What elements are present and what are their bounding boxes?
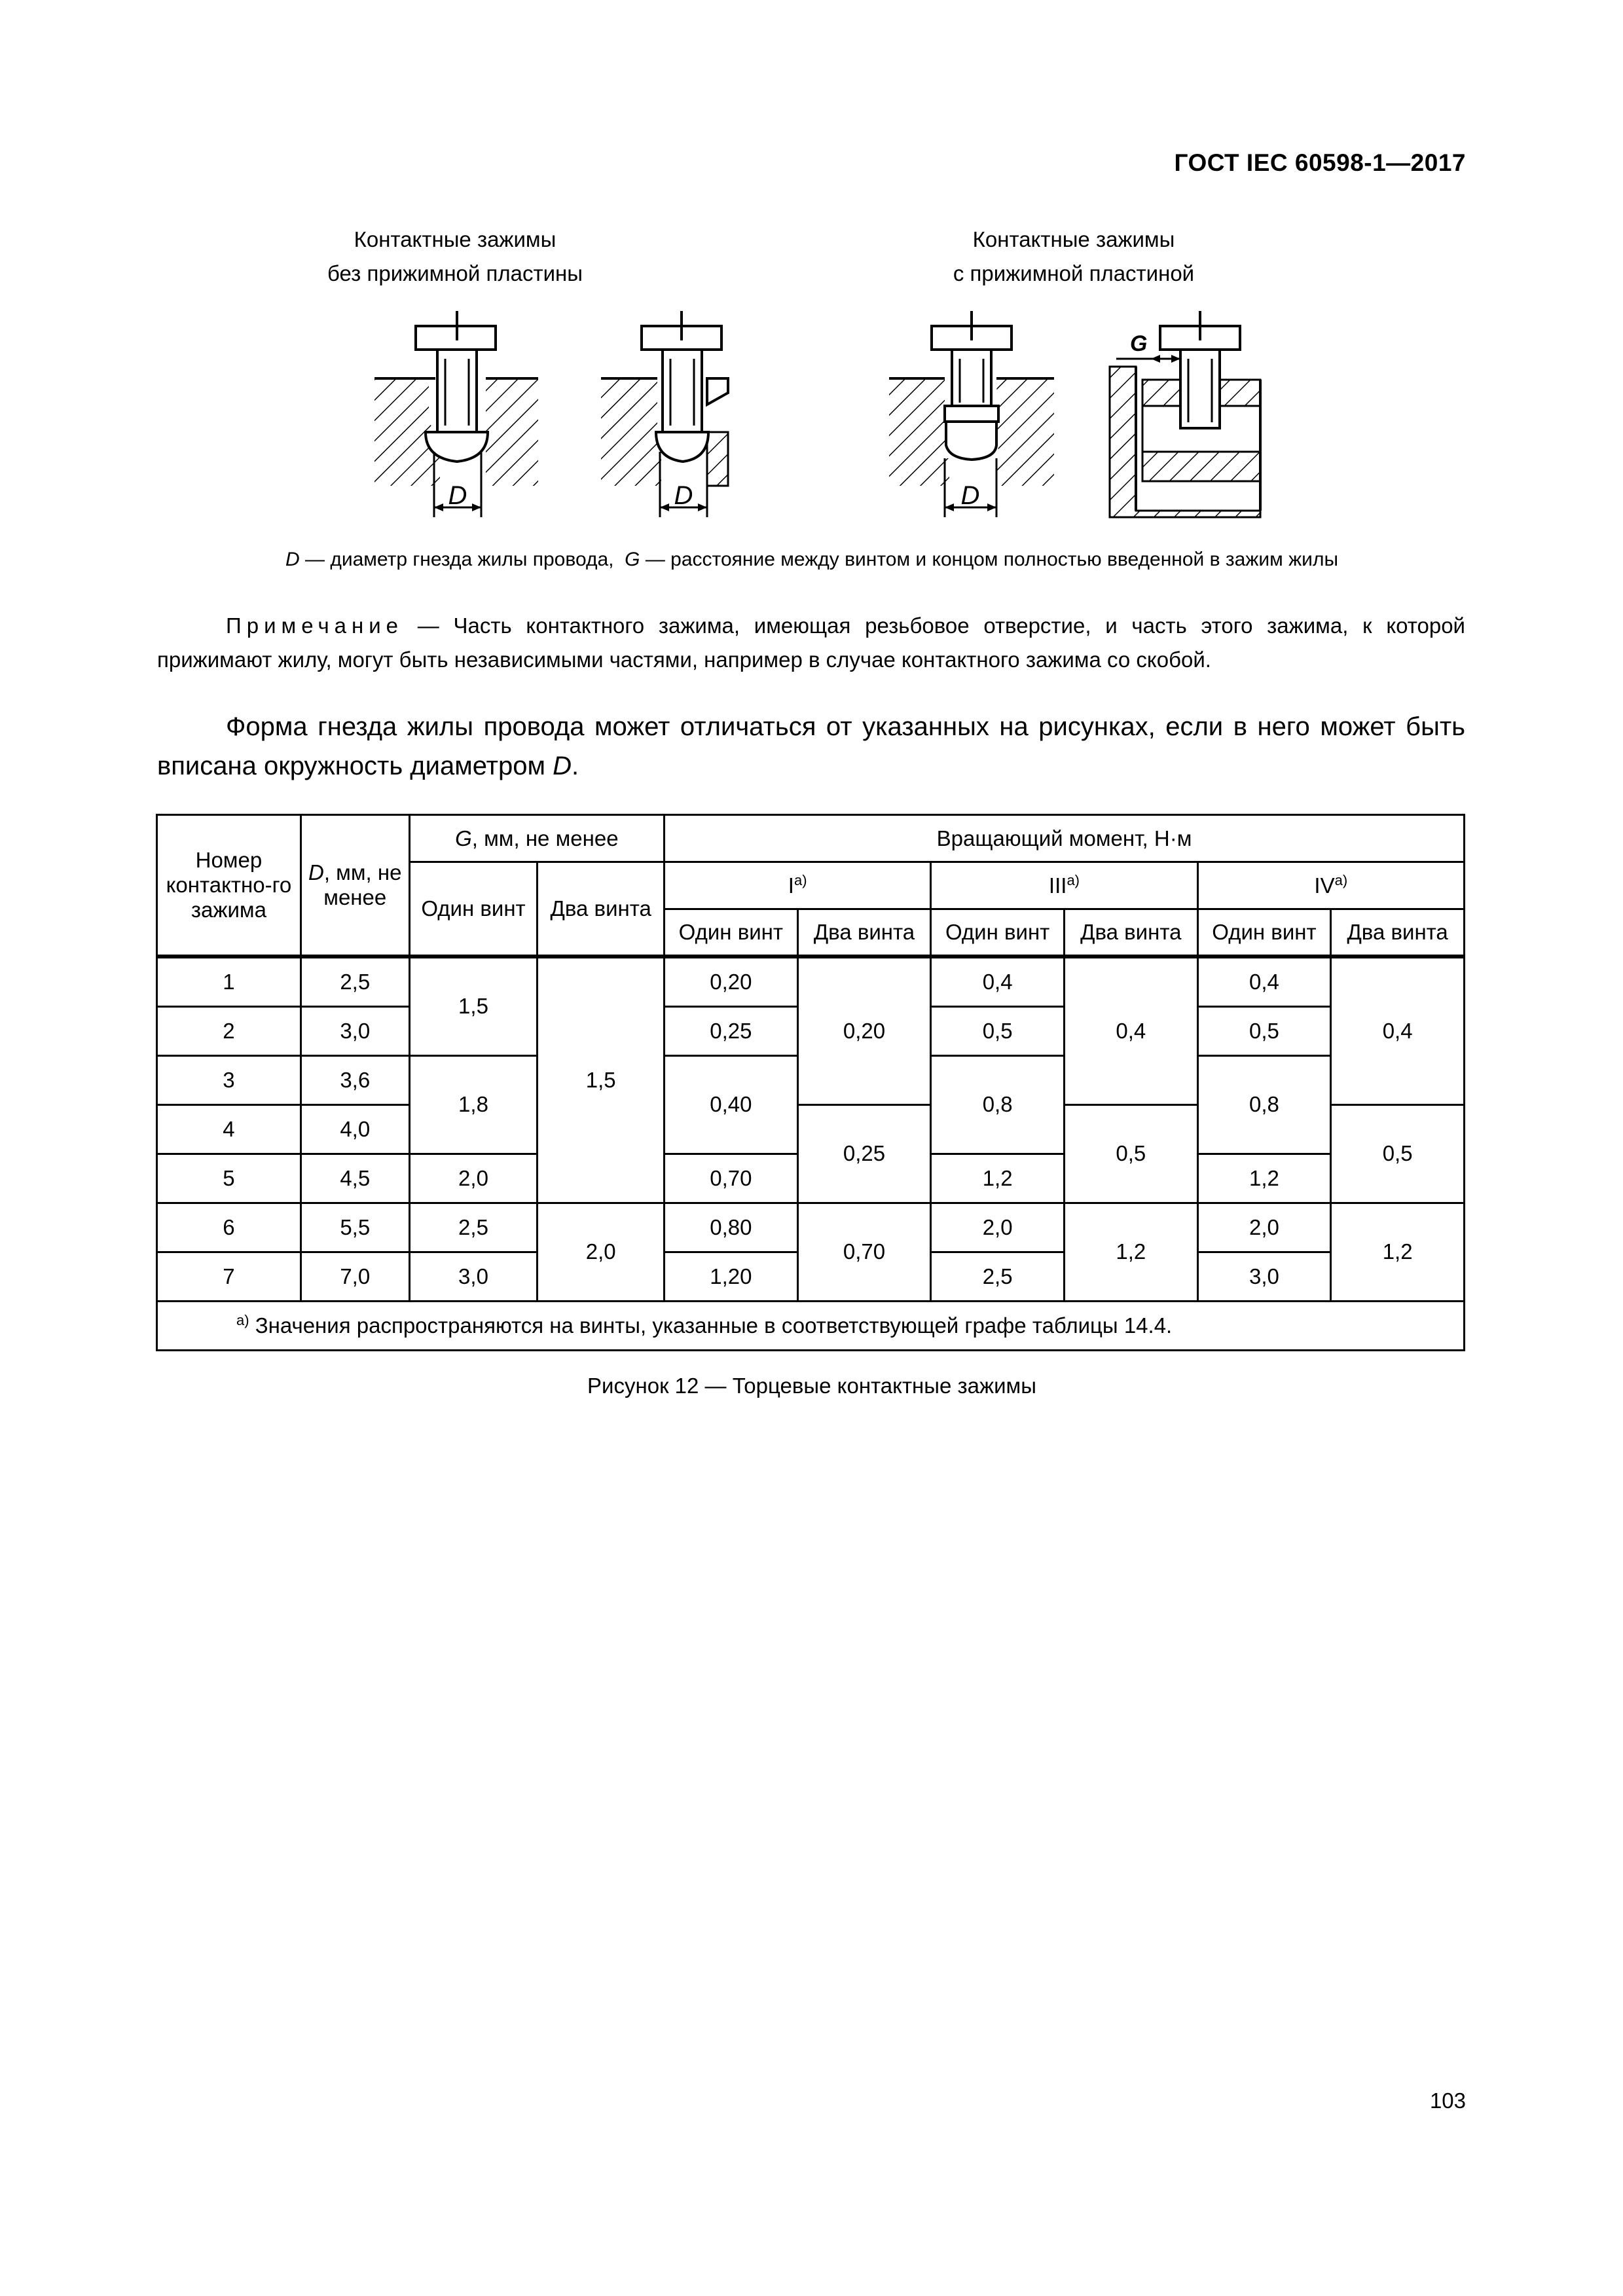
cell-IV-two: 0,5 bbox=[1331, 1104, 1465, 1203]
cell-number: 5 bbox=[157, 1154, 301, 1203]
cell-III-two: 0,5 bbox=[1064, 1104, 1197, 1203]
paragraph-symbol: D bbox=[553, 752, 572, 780]
cell-g-two: 1,5 bbox=[538, 957, 665, 1203]
cell-IV-two: 1,2 bbox=[1331, 1203, 1465, 1301]
cell-g-one: 3,0 bbox=[409, 1252, 538, 1301]
dim-d-label-2: D bbox=[674, 481, 693, 510]
cell-g-one: 2,5 bbox=[409, 1203, 538, 1252]
cell-I-one: 0,40 bbox=[665, 1055, 798, 1154]
cell-III-one: 1,2 bbox=[931, 1154, 1065, 1203]
header-g bbox=[409, 815, 664, 862]
header-d-text: , мм, не менее bbox=[323, 860, 402, 909]
header-number: Номер контактно-го зажима bbox=[157, 815, 301, 957]
figure-label: Рисунок 12 — Торцевые контактные зажимы bbox=[587, 1374, 1036, 1398]
group-IV-sup: a) bbox=[1334, 871, 1348, 888]
cell-III-one: 2,5 bbox=[931, 1252, 1065, 1301]
note-text: — Часть контактного зажима, имеющая резьбовое отверстие, и часть этого зажима, к которой прижимают жилу, могут быть независимыми частями, например в случае контактного зажима со скобой. bbox=[157, 613, 1465, 672]
cell-number: 3 bbox=[157, 1055, 301, 1104]
note bbox=[157, 609, 1465, 677]
cell-d: 5,5 bbox=[301, 1203, 409, 1252]
cell-d: 7,0 bbox=[301, 1252, 409, 1301]
table-row bbox=[157, 1203, 1465, 1252]
group-III-sup: a) bbox=[1067, 871, 1080, 888]
footnote-text: Значения распространяются на винты, указанные в соответствующей графе таблицы 14.4. bbox=[249, 1313, 1173, 1338]
cell-III-two: 0,4 bbox=[1064, 957, 1197, 1105]
body-paragraph bbox=[157, 707, 1465, 786]
cell-I-one: 0,20 bbox=[665, 957, 798, 1007]
cell-d: 2,5 bbox=[301, 957, 409, 1007]
cell-I-one: 1,20 bbox=[665, 1252, 798, 1301]
paragraph-end: . bbox=[571, 752, 579, 780]
group-I-label: I bbox=[788, 873, 794, 898]
paragraph-text: Форма гнезда жилы провода может отличаться от указанных на рисунках, если в него может быть вписана окружность диаметром bbox=[157, 712, 1465, 780]
terminal-drawings bbox=[0, 0, 1623, 537]
cell-d: 4,0 bbox=[301, 1104, 409, 1154]
cell-number: 2 bbox=[157, 1006, 301, 1055]
terminal-spec-table bbox=[156, 814, 1465, 1351]
cell-I-two: 0,20 bbox=[797, 957, 931, 1105]
table-footnote-row bbox=[157, 1301, 1465, 1350]
dim-g-label: G bbox=[1130, 331, 1148, 356]
figure-caption bbox=[157, 549, 1467, 571]
cell-IV-one: 0,4 bbox=[1197, 957, 1331, 1007]
page-number: 103 bbox=[1429, 2088, 1466, 2113]
cell-d: 4,5 bbox=[301, 1154, 409, 1203]
dim-d-label-3: D bbox=[960, 481, 980, 510]
terminal-drawing-2 bbox=[601, 311, 728, 517]
table-row bbox=[157, 957, 1465, 1007]
caption-d-text: — диаметр гнезда жилы провода, bbox=[299, 549, 614, 570]
cell-number: 4 bbox=[157, 1104, 301, 1154]
header-IV-one: Один винт bbox=[1197, 909, 1331, 957]
header-group-I bbox=[665, 862, 931, 909]
cell-number: 6 bbox=[157, 1203, 301, 1252]
cell-number: 7 bbox=[157, 1252, 301, 1301]
caption-g-text: — расстояние между винтом и концом полностью введенной в зажим жилы bbox=[640, 549, 1339, 570]
header-torque: Вращающий момент, Н·м bbox=[665, 815, 1465, 862]
cell-g-one: 1,8 bbox=[409, 1055, 538, 1154]
cell-d: 3,0 bbox=[301, 1006, 409, 1055]
cell-g-one: 1,5 bbox=[409, 957, 538, 1056]
header-d bbox=[301, 815, 409, 957]
cell-number: 1 bbox=[157, 957, 301, 1007]
cell-IV-one: 0,5 bbox=[1197, 1006, 1331, 1055]
cell-IV-two: 0,4 bbox=[1331, 957, 1465, 1105]
header-III-two: Два винта bbox=[1064, 909, 1197, 957]
terminal-drawing-4 bbox=[1110, 311, 1260, 517]
header-group-IV bbox=[1197, 862, 1464, 909]
caption-g-symbol: G bbox=[625, 549, 640, 570]
cell-IV-one: 3,0 bbox=[1197, 1252, 1331, 1301]
group-I-sup: a) bbox=[793, 871, 807, 888]
cell-I-one: 0,70 bbox=[665, 1154, 798, 1203]
header-III-one: Один винт bbox=[931, 909, 1065, 957]
caption-d-symbol: D bbox=[285, 549, 300, 570]
header-I-two: Два винта bbox=[797, 909, 931, 957]
cell-I-two: 0,25 bbox=[797, 1104, 931, 1203]
document-code: ГОСТ IEC 60598-1—2017 bbox=[1174, 149, 1466, 176]
terminal-drawing-1 bbox=[374, 311, 538, 517]
group-III-label: III bbox=[1048, 873, 1067, 898]
cell-III-one: 0,4 bbox=[931, 957, 1065, 1007]
header-g-two: Два винта bbox=[538, 862, 665, 957]
group-IV-label: IV bbox=[1314, 873, 1335, 898]
header-d-symbol: D bbox=[308, 860, 324, 884]
cell-g-one: 2,0 bbox=[409, 1154, 538, 1203]
terminal-drawing-3 bbox=[889, 311, 1054, 517]
header-I-one: Один винт bbox=[665, 909, 798, 957]
figure-title-left-line2: без прижимной пластины bbox=[327, 261, 583, 285]
cell-III-one: 0,5 bbox=[931, 1006, 1065, 1055]
figure-title-right-line1: Контактные зажимы bbox=[972, 227, 1175, 251]
cell-IV-one: 0,8 bbox=[1197, 1055, 1331, 1154]
header-IV-two: Два винта bbox=[1331, 909, 1465, 957]
dim-d-label-1: D bbox=[448, 481, 467, 510]
header-group-III bbox=[931, 862, 1197, 909]
cell-d: 3,6 bbox=[301, 1055, 409, 1104]
cell-III-two: 1,2 bbox=[1064, 1203, 1197, 1301]
header-g-text: , мм, не менее bbox=[471, 826, 619, 850]
figure-title-right-line2: с прижимной пластиной bbox=[953, 261, 1195, 285]
header-g-symbol: G bbox=[455, 826, 472, 850]
cell-I-one: 0,80 bbox=[665, 1203, 798, 1252]
note-label: Примечание bbox=[226, 613, 404, 638]
cell-IV-one: 2,0 bbox=[1197, 1203, 1331, 1252]
footnote-mark: a) bbox=[236, 1311, 249, 1328]
cell-I-one: 0,25 bbox=[665, 1006, 798, 1055]
figure-title-left-line1: Контактные зажимы bbox=[354, 227, 556, 251]
cell-III-one: 0,8 bbox=[931, 1055, 1065, 1154]
cell-g-two: 2,0 bbox=[538, 1203, 665, 1301]
cell-III-one: 2,0 bbox=[931, 1203, 1065, 1252]
cell-I-two: 0,70 bbox=[797, 1203, 931, 1301]
header-g-one: Один винт bbox=[409, 862, 538, 957]
table-footnote bbox=[157, 1301, 1465, 1350]
cell-IV-one: 1,2 bbox=[1197, 1154, 1331, 1203]
